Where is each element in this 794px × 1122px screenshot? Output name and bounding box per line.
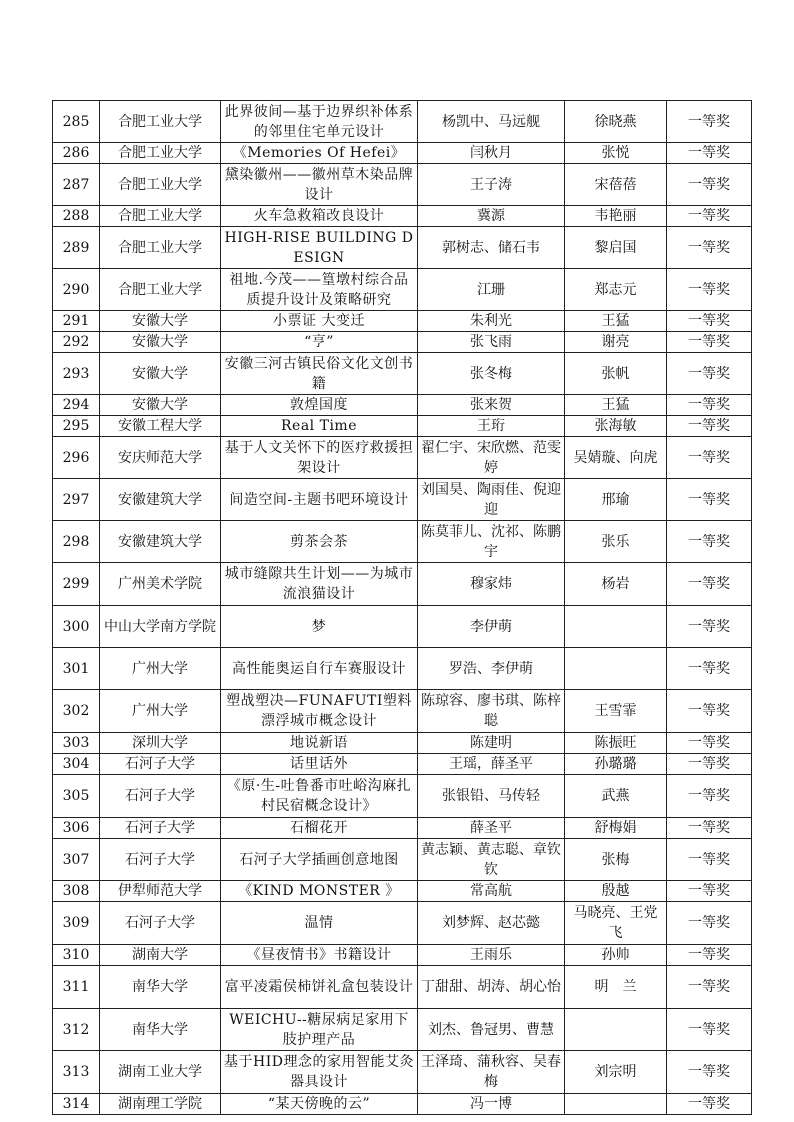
row-number: 310: [53, 945, 100, 966]
authors: 冀源: [418, 206, 565, 227]
row-number: 288: [53, 206, 100, 227]
school-name: 中山大学南方学院: [100, 606, 221, 648]
table-row: [53, 101, 752, 143]
work-title: Real Time: [221, 416, 418, 437]
row-number: 287: [53, 164, 100, 206]
row-number: 308: [53, 881, 100, 902]
advisor: 陈振旺: [565, 733, 667, 754]
table-row: [53, 164, 752, 206]
work-title: 基于HID理念的家用智能艾灸器具设计: [221, 1051, 418, 1094]
award-level: 一等奖: [667, 101, 752, 143]
school-name: 安徽大学: [100, 353, 221, 395]
authors: 闫秋月: [418, 143, 565, 164]
advisor: 谢亮: [565, 332, 667, 353]
award-level: 一等奖: [667, 839, 752, 881]
advisor: 徐晓燕: [565, 101, 667, 143]
advisor: 韦艳丽: [565, 206, 667, 227]
row-number: 312: [53, 1009, 100, 1051]
row-number: 298: [53, 521, 100, 563]
table-row: [53, 881, 752, 902]
work-title: 祖地.今茂——篁墩村综合品质提升设计及策略研究: [221, 269, 418, 311]
school-name: 安徽建筑大学: [100, 521, 221, 563]
table-row: [53, 1094, 752, 1115]
work-title: 话里话外: [221, 754, 418, 775]
advisor: 张乐: [565, 521, 667, 563]
row-number: 304: [53, 754, 100, 775]
authors: 王子涛: [418, 164, 565, 206]
work-title: 黛染徽州——徽州草木染品牌设计: [221, 164, 418, 206]
advisor: [565, 648, 667, 690]
award-level: 一等奖: [667, 143, 752, 164]
table-row: [53, 839, 752, 881]
award-level: 一等奖: [667, 733, 752, 754]
school-name: 合肥工业大学: [100, 164, 221, 206]
school-name: 石河子大学: [100, 818, 221, 839]
school-name: 安徽工程大学: [100, 416, 221, 437]
school-name: 伊犁师范大学: [100, 881, 221, 902]
authors: 张银铅、马传轻: [418, 775, 565, 818]
advisor: 武燕: [565, 775, 667, 818]
authors: 陈建明: [418, 733, 565, 754]
authors: 罗浩、李伊萌: [418, 648, 565, 690]
table-row: [53, 754, 752, 775]
advisor: 张悦: [565, 143, 667, 164]
row-number: 305: [53, 775, 100, 818]
advisor: 黎启国: [565, 227, 667, 269]
advisor: 王猛: [565, 395, 667, 416]
advisor: 张海敏: [565, 416, 667, 437]
table-row: [53, 1051, 752, 1094]
work-title: 温情: [221, 902, 418, 945]
school-name: 合肥工业大学: [100, 101, 221, 143]
award-level: 一等奖: [667, 775, 752, 818]
school-name: 石河子大学: [100, 775, 221, 818]
advisor: 殷越: [565, 881, 667, 902]
award-level: 一等奖: [667, 690, 752, 733]
school-name: 安徽大学: [100, 395, 221, 416]
work-title: HIGH-RISE BUILDING DESIGN: [221, 227, 418, 269]
work-title: 剪茶会茶: [221, 521, 418, 563]
row-number: 300: [53, 606, 100, 648]
work-title: 此界彼间—基于边界织补体系的邻里住宅单元设计: [221, 101, 418, 143]
table-row: [53, 353, 752, 395]
table-row: [53, 206, 752, 227]
authors: 江珊: [418, 269, 565, 311]
row-number: 299: [53, 563, 100, 606]
school-name: 广州美术学院: [100, 563, 221, 606]
table-row: [53, 521, 752, 563]
school-name: 南华大学: [100, 966, 221, 1009]
award-level: 一等奖: [667, 164, 752, 206]
award-level: 一等奖: [667, 353, 752, 395]
school-name: 安徽大学: [100, 311, 221, 332]
award-level: 一等奖: [667, 1051, 752, 1094]
row-number: 309: [53, 902, 100, 945]
school-name: 广州大学: [100, 690, 221, 733]
advisor: 郑志元: [565, 269, 667, 311]
school-name: 湖南大学: [100, 945, 221, 966]
school-name: 安庆师范大学: [100, 437, 221, 479]
award-level: 一等奖: [667, 437, 752, 479]
work-title: 富平凌霜侯柿饼礼盒包装设计: [221, 966, 418, 1009]
advisor: [565, 1094, 667, 1115]
row-number: 285: [53, 101, 100, 143]
advisor: 孙帅: [565, 945, 667, 966]
advisor: 杨岩: [565, 563, 667, 606]
row-number: 301: [53, 648, 100, 690]
award-level: 一等奖: [667, 945, 752, 966]
table-row: [53, 945, 752, 966]
awards-table-body: [53, 101, 752, 1115]
advisor: 孙璐璐: [565, 754, 667, 775]
table-row: [53, 1009, 752, 1051]
award-level: 一等奖: [667, 479, 752, 521]
school-name: 石河子大学: [100, 902, 221, 945]
table-row: [53, 606, 752, 648]
authors: 郭树志、储石韦: [418, 227, 565, 269]
school-name: 湖南理工学院: [100, 1094, 221, 1115]
table-row: [53, 648, 752, 690]
row-number: 314: [53, 1094, 100, 1115]
advisor: [565, 606, 667, 648]
work-title: 《原·生-吐鲁番市吐峪沟麻扎村民宿概念设计》: [221, 775, 418, 818]
work-title: “亨”: [221, 332, 418, 353]
work-title: 《Memories Of Hefei》: [221, 143, 418, 164]
work-title: 敦煌国度: [221, 395, 418, 416]
row-number: 286: [53, 143, 100, 164]
row-number: 289: [53, 227, 100, 269]
row-number: 303: [53, 733, 100, 754]
award-level: 一等奖: [667, 818, 752, 839]
advisor: 王雪霏: [565, 690, 667, 733]
table-row: [53, 227, 752, 269]
award-level: 一等奖: [667, 1009, 752, 1051]
work-title: 地说新语: [221, 733, 418, 754]
award-level: 一等奖: [667, 521, 752, 563]
school-name: 安徽建筑大学: [100, 479, 221, 521]
advisor: 邢瑜: [565, 479, 667, 521]
authors: 杨凯中、马远舰: [418, 101, 565, 143]
school-name: 石河子大学: [100, 839, 221, 881]
authors: 朱利光: [418, 311, 565, 332]
authors: 陈琼容、廖书琪、陈梓聪: [418, 690, 565, 733]
school-name: 合肥工业大学: [100, 206, 221, 227]
table-row: [53, 733, 752, 754]
work-title: 基于人文关怀下的医疗救援担架设计: [221, 437, 418, 479]
school-name: 合肥工业大学: [100, 269, 221, 311]
row-number: 294: [53, 395, 100, 416]
row-number: 295: [53, 416, 100, 437]
work-title: “某天傍晚的云”: [221, 1094, 418, 1115]
award-level: 一等奖: [667, 902, 752, 945]
row-number: 293: [53, 353, 100, 395]
work-title: 塑战塑决—FUNAFUTI塑料漂浮城市概念设计: [221, 690, 418, 733]
advisor: 舒梅娟: [565, 818, 667, 839]
row-number: 291: [53, 311, 100, 332]
authors: 李伊萌: [418, 606, 565, 648]
advisor: 张梅: [565, 839, 667, 881]
award-level: 一等奖: [667, 563, 752, 606]
authors: 黄志颖、黄志聪、章钦钦: [418, 839, 565, 881]
work-title: 城市缝隙共生计划——为城市流浪猫设计: [221, 563, 418, 606]
table-row: [53, 143, 752, 164]
work-title: 高性能奥运自行车赛服设计: [221, 648, 418, 690]
authors: 翟仁宇、宋欣燃、范雯婷: [418, 437, 565, 479]
table-row: [53, 818, 752, 839]
row-number: 306: [53, 818, 100, 839]
authors: 薛圣平: [418, 818, 565, 839]
authors: 陈莫菲儿、沈祁、陈鹏宇: [418, 521, 565, 563]
authors: 刘梦辉、赵芯懿: [418, 902, 565, 945]
advisor: 明 兰: [565, 966, 667, 1009]
school-name: 安徽大学: [100, 332, 221, 353]
advisor: 宋蓓蓓: [565, 164, 667, 206]
school-name: 合肥工业大学: [100, 143, 221, 164]
award-level: 一等奖: [667, 395, 752, 416]
row-number: 311: [53, 966, 100, 1009]
authors: 王瑶，薛圣平: [418, 754, 565, 775]
award-level: 一等奖: [667, 881, 752, 902]
award-level: 一等奖: [667, 1094, 752, 1115]
school-name: 石河子大学: [100, 754, 221, 775]
work-title: WEICHU--糖尿病足家用下肢护理产品: [221, 1009, 418, 1051]
award-level: 一等奖: [667, 416, 752, 437]
award-level: 一等奖: [667, 332, 752, 353]
table-row: [53, 416, 752, 437]
advisor: 吴婧璇、向虎: [565, 437, 667, 479]
award-level: 一等奖: [667, 754, 752, 775]
work-title: 小票证 大变迁: [221, 311, 418, 332]
authors: 王泽琦、蒲秋容、吴春梅: [418, 1051, 565, 1094]
row-number: 302: [53, 690, 100, 733]
work-title: 间造空间-主题书吧环境设计: [221, 479, 418, 521]
table-row: [53, 563, 752, 606]
row-number: 307: [53, 839, 100, 881]
award-level: 一等奖: [667, 311, 752, 332]
advisor: 刘宗明: [565, 1051, 667, 1094]
table-row: [53, 395, 752, 416]
row-number: 290: [53, 269, 100, 311]
award-level: 一等奖: [667, 966, 752, 1009]
advisor: 王猛: [565, 311, 667, 332]
row-number: 297: [53, 479, 100, 521]
authors: 刘国昊、陶雨佳、倪迎迎: [418, 479, 565, 521]
table-row: [53, 437, 752, 479]
award-level: 一等奖: [667, 206, 752, 227]
award-level: 一等奖: [667, 269, 752, 311]
work-title: 《昼夜情书》书籍设计: [221, 945, 418, 966]
authors: 王珩: [418, 416, 565, 437]
table-row: [53, 690, 752, 733]
table-row: [53, 332, 752, 353]
school-name: 湖南工业大学: [100, 1051, 221, 1094]
work-title: 石榴花开: [221, 818, 418, 839]
awards-table: [52, 100, 752, 1115]
table-row: [53, 966, 752, 1009]
school-name: 合肥工业大学: [100, 227, 221, 269]
work-title: 《KIND MONSTER 》: [221, 881, 418, 902]
school-name: 广州大学: [100, 648, 221, 690]
row-number: 313: [53, 1051, 100, 1094]
authors: 王雨乐: [418, 945, 565, 966]
work-title: 火车急救箱改良设计: [221, 206, 418, 227]
authors: 张飞雨: [418, 332, 565, 353]
authors: 张冬梅: [418, 353, 565, 395]
work-title: 石河子大学插画创意地图: [221, 839, 418, 881]
table-row: [53, 775, 752, 818]
advisor: 张帆: [565, 353, 667, 395]
authors: 刘杰、鲁冠男、曹慧: [418, 1009, 565, 1051]
table-row: [53, 902, 752, 945]
work-title: 梦: [221, 606, 418, 648]
authors: 冯一博: [418, 1094, 565, 1115]
school-name: 南华大学: [100, 1009, 221, 1051]
authors: 丁甜甜、胡涛、胡心怡: [418, 966, 565, 1009]
authors: 穆家炜: [418, 563, 565, 606]
table-row: [53, 311, 752, 332]
advisor: 马晓亮、王党飞: [565, 902, 667, 945]
school-name: 深圳大学: [100, 733, 221, 754]
award-level: 一等奖: [667, 227, 752, 269]
authors: 常高航: [418, 881, 565, 902]
authors: 张来贺: [418, 395, 565, 416]
advisor: [565, 1009, 667, 1051]
work-title: 安徽三河古镇民俗文化文创书籍: [221, 353, 418, 395]
row-number: 292: [53, 332, 100, 353]
award-level: 一等奖: [667, 648, 752, 690]
award-level: 一等奖: [667, 606, 752, 648]
table-row: [53, 269, 752, 311]
row-number: 296: [53, 437, 100, 479]
table-row: [53, 479, 752, 521]
